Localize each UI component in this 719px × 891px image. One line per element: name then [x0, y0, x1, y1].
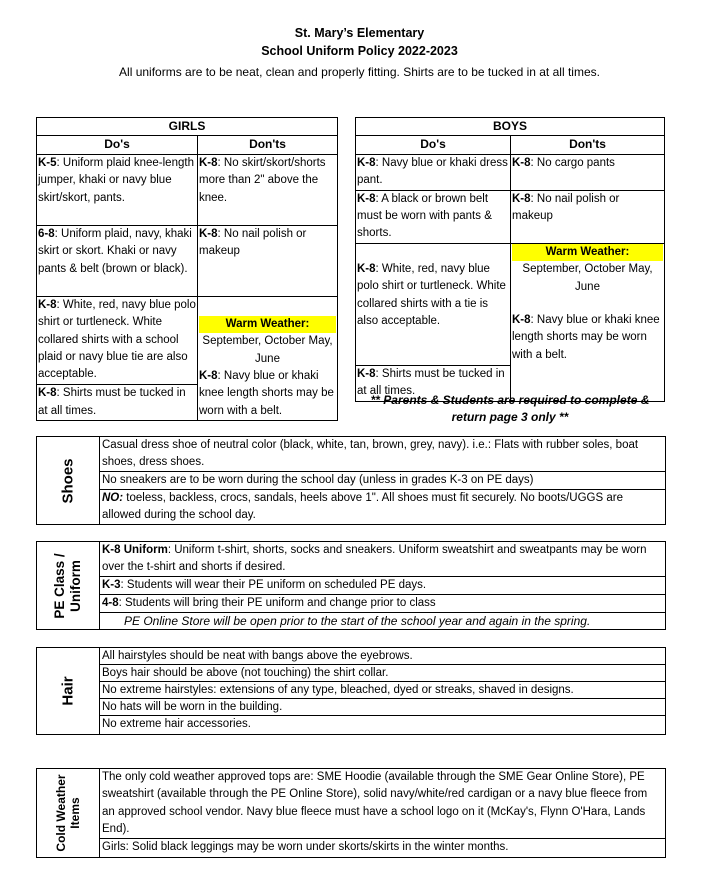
hair-section — [36, 647, 666, 735]
boys-do-1: K-8: Navy blue or khaki dress pant. — [356, 154, 511, 190]
boys-donts-header: Don'ts — [511, 136, 665, 154]
hair-rule: No hats will be worn in the building. — [100, 699, 665, 716]
hair-label: Hair — [37, 648, 100, 734]
girls-dont-2: K-8: No nail polish or makeup — [198, 225, 338, 296]
hair-rule: Boys hair should be above (not touching) the shirt collar. — [100, 665, 665, 682]
boys-title: BOYS — [356, 118, 665, 136]
intro-text: All uniforms are to be neat, clean and properly fitting. Shirts are to be tucked in at all times. — [119, 65, 600, 79]
boys-dont-3: Warm Weather: September, October May, June K-8: Navy blue or khaki knee length shorts may be worn with a belt. — [511, 243, 665, 401]
parents-note: ** Parents & Students are required to complete & return page 3 only ** — [370, 393, 650, 425]
boys-dos-header: Do's — [356, 136, 511, 154]
girls-title: GIRLS — [37, 118, 338, 136]
pe-rule-2: K-3: Students will wear their PE uniform on scheduled PE days. — [100, 577, 665, 595]
girls-do-4: K-8: Shirts must be tucked in at all times. — [37, 385, 198, 421]
cold-weather-rule-2: Girls: Solid black leggings may be worn under skorts/skirts in the winter months. — [102, 841, 509, 853]
cold-weather-rule-1: The only cold weather approved tops are: SME Hoodie (available through the SME Gear Online Store), PE sweatshirt (available through the PE Online Store), solid navy/white/red cardigan or a navy blue fleece from an approved school vendor. Navy blue fleece must have a school logo on it (McKay's, Flynn O'Hara, Lands End). — [100, 769, 665, 839]
policy-title: School Uniform Policy 2022-2023 — [261, 44, 458, 58]
pe-online-store: PE Online Store will be open prior to the start of the school year and again in the spring. — [124, 614, 591, 628]
girls-dont-3: Warm Weather: September, October May, June K-8: Navy blue or khaki knee length shorts may be worn with a belt. — [198, 296, 338, 420]
hair-rule: All hairstyles should be neat with bangs above the eyebrows. — [100, 648, 665, 665]
shoes-label: Shoes — [37, 437, 100, 524]
girls-warm-months: September, October May, June — [202, 335, 333, 365]
boys-table — [355, 117, 665, 402]
girls-do-2: 6-8: Uniform plaid, navy, khaki skirt or skort. Khaki or navy pants & belt (brown or black). — [37, 225, 198, 296]
cold-weather-section — [36, 768, 666, 858]
boys-warm-months: September, October May, June — [522, 263, 653, 293]
boys-warm-weather-label: Warm Weather: — [512, 244, 663, 261]
girls-dont-1: K-8: No skirt/skort/shorts more than 2" above the knee. — [198, 154, 338, 225]
pe-rule-3: 4-8: Students will bring their PE uniform and change prior to class — [100, 595, 665, 613]
girls-do-3: K-8: White, red, navy blue polo shirt or turtleneck. White collared shirts with a school plaid or navy blue tie are also acceptable. — [37, 296, 198, 384]
shoes-section — [36, 436, 666, 525]
cold-weather-label: Cold Weather Items — [37, 769, 100, 857]
hair-rule: No extreme hairstyles: extensions of any type, bleached, dyed or streaks, shaved in designs. — [100, 682, 665, 699]
girls-warm-weather-label: Warm Weather: — [199, 316, 336, 333]
pe-section — [36, 541, 666, 630]
shoes-rule-3: NO: toeless, backless, crocs, sandals, heels above 1". All shoes must fit securely. No boots/UGGS are allowed during the school day. — [102, 492, 623, 522]
boys-dont-1: K-8: No cargo pants — [511, 154, 665, 190]
school-name: St. Mary’s Elementary — [294, 26, 425, 40]
boys-do-2: K-8: A black or brown belt must be worn with pants & shorts. — [356, 190, 511, 243]
girls-do-1: K-5: Uniform plaid knee-length jumper, khaki or navy blue skirt/skort, pants. — [37, 154, 198, 225]
girls-table — [36, 117, 338, 421]
girls-donts-header: Don'ts — [198, 136, 338, 154]
hair-rule: No extreme hair accessories. — [102, 718, 251, 730]
boys-do-4: K-8: Shirts must be tucked in at all times. — [356, 365, 511, 401]
boys-do-3: K-8: White, red, navy blue polo shirt or turtleneck. White collared shirts with a tie is also acceptable. — [356, 243, 511, 365]
pe-label: PE Class / Uniform — [37, 542, 100, 629]
shoes-rule-2: No sneakers are to be worn during the school day (unless in grades K-3 on PE days) — [100, 472, 665, 490]
girls-dos-header: Do's — [37, 136, 198, 154]
shoes-rule-1: Casual dress shoe of neutral color (black, white, tan, brown, grey, navy). i.e.: Flats with rubber soles, boat shoes, dress shoes. — [100, 437, 665, 472]
boys-dont-2: K-8: No nail polish or makeup — [511, 190, 665, 243]
pe-rule-1: K-8 Uniform: Uniform t-shirt, shorts, socks and sneakers. Uniform sweatshirt and sweatpants may be worn over the t-shirt and shorts if desired. — [100, 542, 665, 577]
